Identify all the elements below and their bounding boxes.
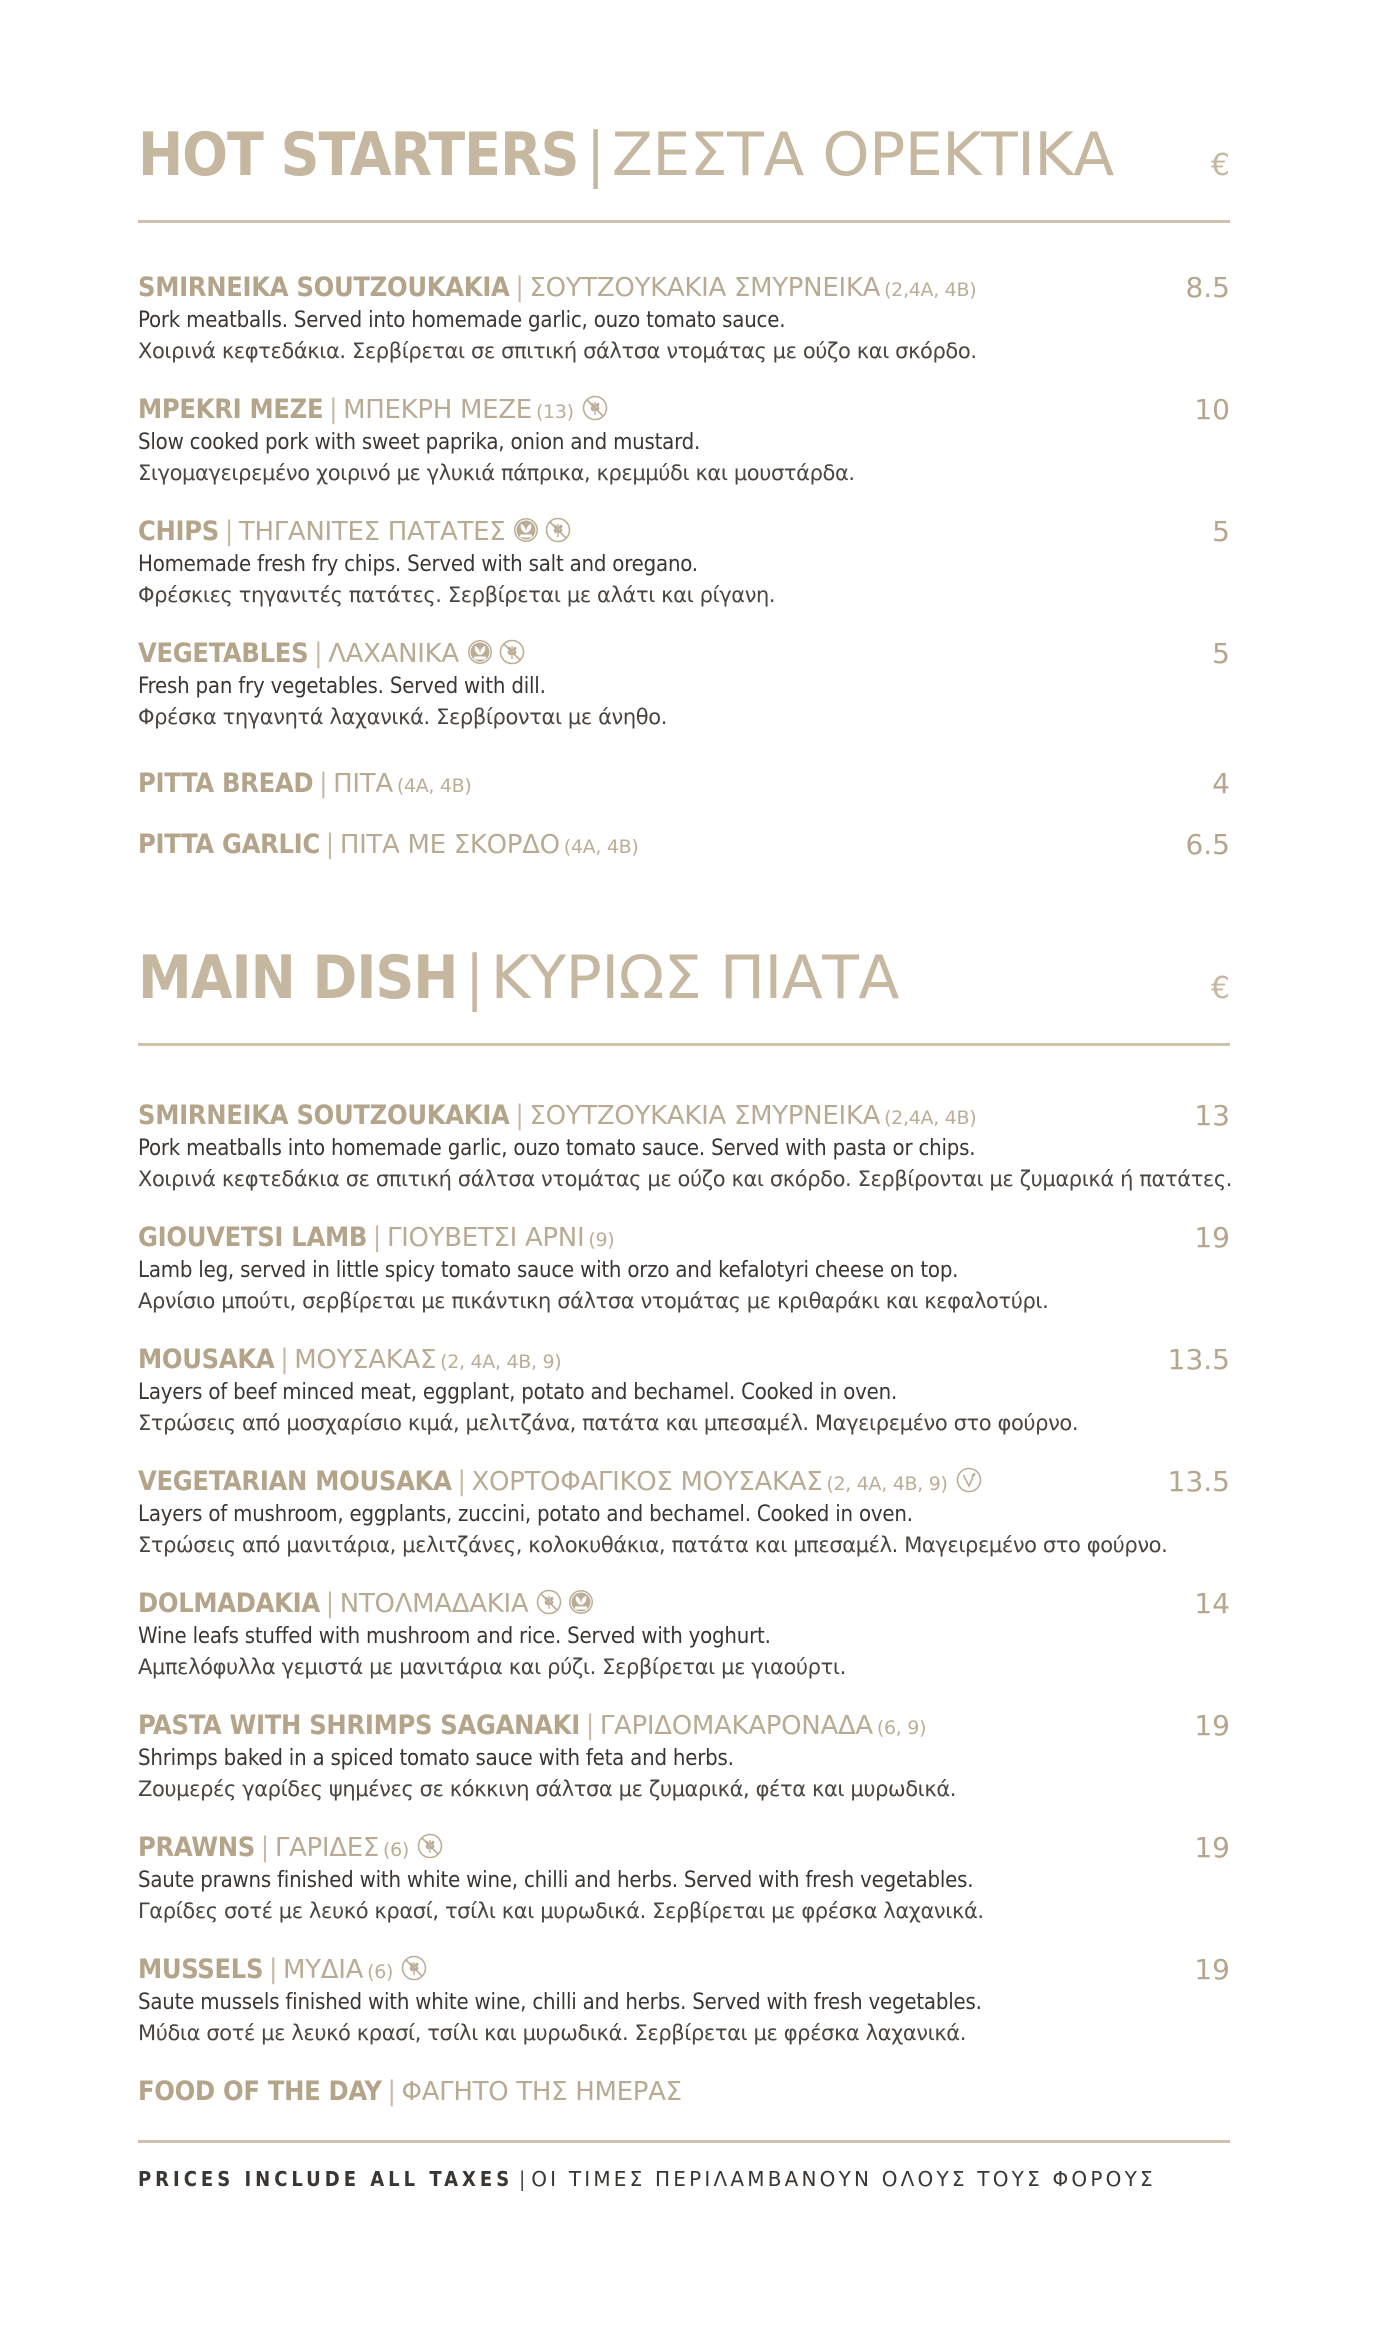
item-description-gr: Ζουμερές γαρίδες ψημένες σε κόκκινη σάλτσα με ζυμαρικά, φέτα και μυρωδικά. [138,1777,957,1801]
item-price: 8.5 [1185,271,1230,304]
vegan-icon [467,639,493,665]
item-description-en: Pork meatballs. Served into homemade garlic, ouzo tomato sauce. [138,308,786,333]
allergen-codes: (2,4A, 4B) [884,1107,977,1129]
item-name-en: MOUSAKA [138,1344,275,1375]
dietary-icons [417,1833,443,1859]
menu-item-pitta-bread [138,766,1230,802]
item-title [138,1954,427,1985]
dietary-icons [401,1955,427,1981]
item-title [138,2076,682,2107]
item-name-gr: ΧΟΡΤΟΦΑΓΙΚΟΣ ΜΟΥΣΑΚΑΣ [471,1467,823,1497]
item-description-gr: Αρνίσιο μπούτι, σερβίρεται με πικάντικη σάλτσα ντομάτας με κριθαράκι και κεφαλοτύρι. [138,1289,1049,1313]
item-price: 14 [1194,1587,1230,1620]
item-name-en: MUSSELS [138,1954,264,1985]
item-name-en: VEGETABLES [138,638,309,669]
item-name-gr: ΝΤΟΛΜΑΔΑΚΙΑ [339,1589,529,1619]
item-name-en: GIOUVETSI LAMB [138,1222,368,1253]
item-name-en: VEGETARIAN MOUSAKA [138,1466,452,1497]
item-name-gr: ΜΥΔΙΑ [283,1955,364,1985]
item-description-en: Layers of mushroom, eggplants, zuccini, potato and bechamel. Cooked in oven. [138,1502,913,1527]
separator: | [586,120,604,190]
gluten-free-icon [401,1955,427,1981]
separator: | [260,1832,269,1863]
dietary-icons [536,1589,594,1615]
item-description-gr: Γαρίδες σοτέ με λευκό κρασί, τσίλι και μυρωδικά. Σερβίρεται με φρέσκα λαχανικά. [138,1899,984,1923]
separator: | [325,1588,334,1619]
item-price: 5 [1212,637,1230,670]
separator: | [325,829,334,860]
item-header [138,1708,1230,1744]
vegetarian-icon [956,1467,982,1493]
item-header [138,1464,1230,1500]
footer-text-en: PRICES INCLUDE ALL TAXES [138,2167,514,2191]
menu-item-mussels [138,1952,1230,2048]
item-description-gr: Σιγομαγειρεμένο χοιρινό με γλυκιά πάπρικα, κρεμμύδι και μουστάρδα. [138,461,855,485]
item-description-en: Saute prawns finished with white wine, chilli and herbs. Served with fresh vegetables. [138,1868,974,1893]
menu-item-pasta-with-shrimps-saganaki [138,1708,1230,1804]
item-description-gr: Χοιρινά κεφτεδάκια. Σερβίρεται σε σπιτική σάλτσα ντομάτας με ούζο και σκόρδο. [138,339,977,363]
item-header [138,1586,1230,1622]
item-header [138,392,1230,428]
item-header [138,1098,1230,1134]
gluten-free-icon [417,1833,443,1859]
allergen-codes: (2,4A, 4B) [884,279,977,301]
item-description-en: Fresh pan fry vegetables. Served with dill. [138,674,546,699]
item-price: 10 [1194,393,1230,426]
separator: | [319,768,328,799]
item-description-en: Shrimps baked in a spiced tomato sauce with feta and herbs. [138,1746,734,1771]
menu-item-smirneika-soutzoukakia [138,270,1230,366]
divider [138,1043,1230,1046]
allergen-codes: (2, 4A, 4B, 9) [826,1473,948,1495]
separator: | [280,1344,289,1375]
item-name-en: CHIPS [138,516,219,547]
item-name-gr: ΓΑΡΙΔΕΣ [274,1833,379,1863]
currency-symbol: € [1210,148,1230,183]
item-name-gr: ΣΟΥΤΖΟΥΚΑΚΙΑ ΣΜΥΡΝΕΙΚΑ [529,273,881,303]
item-price: 19 [1194,1953,1230,1986]
item-name-gr: ΣΟΥΤΖΟΥΚΑΚΙΑ ΣΜΥΡΝΕΙΚΑ [529,1101,881,1131]
menu-item-prawns [138,1830,1230,1926]
separator: | [224,516,233,547]
item-description-gr: Στρώσεις από μανιτάρια, μελιτζάνες, κολοκυθάκια, πατάτα και μπεσαμέλ. Μαγειρεμένο στο φούρνο. [138,1533,1168,1557]
section-title-en: MAIN DISH [138,943,458,1013]
item-title [138,272,976,303]
vegan-icon [513,517,539,543]
item-description-en: Layers of beef minced meat, eggplant, potato and bechamel. Cooked in oven. [138,1380,898,1405]
item-title [138,1832,443,1863]
menu-item-smirneika-soutzoukakia [138,1098,1233,1194]
allergen-codes: (6) [382,1839,409,1861]
item-title [138,1344,561,1375]
item-price: 19 [1194,1221,1230,1254]
item-name-en: FOOD OF THE DAY [138,2076,382,2107]
item-header [138,270,1230,306]
item-description-gr: Μύδια σοτέ με λευκό κρασί, τσίλι και μυρωδικά. Σερβίρεται με φρέσκα λαχανικά. [138,2021,967,2045]
menu-item-mousaka [138,1342,1230,1438]
item-description-gr: Φρέσκα τηγανητά λαχανικά. Σερβίρονται με άνηθο. [138,705,667,729]
dietary-icons [956,1467,982,1493]
gluten-free-icon [545,517,571,543]
allergen-codes: (13) [535,401,574,423]
item-name-gr: ΛΑΧΑΝΙΚΑ [328,639,459,669]
item-title [138,638,525,669]
item-price: 19 [1194,1709,1230,1742]
item-description-gr: Φρέσκιες τηγανιτές πατάτες. Σερβίρεται με αλάτι και ρίγανη. [138,583,776,607]
section-title [138,120,1114,190]
item-name-en: PITTA GARLIC [138,829,320,860]
separator: | [329,394,338,425]
gluten-free-icon [499,639,525,665]
menu-item-pitta-garlic [138,827,1230,863]
item-description-en: Lamb leg, served in little spicy tomato sauce with orzo and kefalotyri cheese on top. [138,1258,959,1283]
item-price: 13.5 [1167,1465,1230,1498]
separator: | [519,2167,526,2191]
item-name-gr: ΓΑΡΙΔΟΜΑΚΑΡΟΝΑΔΑ [599,1711,873,1741]
item-title [138,1588,594,1619]
item-price: 5 [1212,515,1230,548]
allergen-codes: (4A, 4B) [563,836,639,858]
item-title [138,829,638,860]
item-header [138,766,1230,802]
item-title [138,1100,976,1131]
footer-text-gr: ΟΙ ΤΙΜΕΣ ΠΕΡΙΛΑΜΒΑΝΟΥΝ ΟΛΟΥΣ ΤΟΥΣ ΦΟΡΟΥΣ [531,2167,1156,2191]
item-price: 19 [1194,1831,1230,1864]
allergen-codes: (6) [367,1961,394,1983]
gluten-free-icon [536,1589,562,1615]
separator: | [465,943,483,1013]
item-header [138,2074,1230,2110]
item-title [138,516,571,547]
menu-item-vegetables [138,636,1230,732]
item-description-en: Wine leafs stuffed with mushroom and rice. Served with yoghurt. [138,1624,771,1649]
dietary-icons [467,639,525,665]
allergen-codes: (9) [588,1229,615,1251]
item-title [138,394,608,425]
item-description-en: Homemade fresh fry chips. Served with salt and oregano. [138,552,698,577]
item-name-gr: ΜΠΕΚΡΗ ΜΕΖΕ [343,395,532,425]
item-name-gr: ΠΙΤΑ ΜΕ ΣΚΟΡΔΟ [339,830,560,860]
section-title [138,943,899,1013]
separator: | [387,2076,396,2107]
item-name-gr: ΓΙΟΥΒΕΤΣΙ ΑΡΝΙ [386,1223,585,1253]
gluten-free-icon [582,395,608,421]
item-header [138,1830,1230,1866]
item-name-en: SMIRNEIKA SOUTZOUKAKIA [138,272,510,303]
item-title [138,1466,982,1497]
item-description-gr: Χοιρινά κεφτεδάκια σε σπιτική σάλτσα ντομάτας με ούζο και σκόρδο. Σερβίρονται με ζυμαρικά ή πατάτες. [138,1167,1233,1191]
divider [138,220,1230,223]
separator: | [457,1466,466,1497]
item-header [138,1342,1230,1378]
item-header [138,636,1230,672]
dietary-icons [582,395,608,421]
item-price: 6.5 [1185,828,1230,861]
separator: | [515,1100,524,1131]
menu-item-vegetarian-mousaka [138,1464,1230,1560]
item-title [138,768,472,799]
separator: | [269,1954,278,1985]
dietary-icons [513,517,571,543]
item-name-en: MPEKRI MEZE [138,394,324,425]
allergen-codes: (4A, 4B) [396,775,472,797]
menu-item-food-of-the-day [138,2074,1230,2110]
item-description-gr: Στρώσεις από μοσχαρίσιο κιμά, μελιτζάνα, πατάτα και μπεσαμέλ. Μαγειρεμένο στο φούρνο. [138,1411,1079,1435]
item-name-gr: ΠΙΤΑ [333,769,393,799]
item-header [138,1952,1230,1988]
allergen-codes: (6, 9) [876,1717,927,1739]
item-price: 13.5 [1167,1343,1230,1376]
item-price: 13 [1194,1099,1230,1132]
item-name-en: DOLMADAKIA [138,1588,320,1619]
menu-item-giouvetsi-lamb [138,1220,1230,1316]
item-description-en: Pork meatballs into homemade garlic, ouzo tomato sauce. Served with pasta or chips. [138,1136,976,1161]
section-title-gr: ΖΕΣΤΑ ΟΡΕΚΤΙΚΑ [611,120,1114,190]
item-name-en: PRAWNS [138,1832,255,1863]
item-price: 4 [1212,767,1230,800]
currency-symbol: € [1210,971,1230,1006]
item-description-gr: Αμπελόφυλλα γεμιστά με μανιτάρια και ρύζι. Σερβίρεται με γιαούρτι. [138,1655,846,1679]
allergen-codes: (2, 4A, 4B, 9) [440,1351,562,1373]
separator: | [314,638,323,669]
footer-divider [138,2140,1230,2143]
section-header-main-dish [138,918,1230,1013]
separator: | [515,272,524,303]
item-title [138,1222,614,1253]
section-title-gr: ΚΥΡΙΩΣ ΠΙΑΤΑ [490,943,899,1013]
item-header [138,514,1230,550]
section-title-en: HOT STARTERS [138,120,579,190]
menu-item-mpekri-meze [138,392,1230,488]
item-name-en: PITTA BREAD [138,768,314,799]
vegan-icon [568,1589,594,1615]
item-name-gr: ΜΟΥΣΑΚΑΣ [294,1345,437,1375]
separator: | [373,1222,381,1253]
item-title [138,1710,926,1741]
item-name-en: SMIRNEIKA SOUTZOUKAKIA [138,1100,510,1131]
item-header [138,827,1230,863]
item-description-en: Slow cooked pork with sweet paprika, onion and mustard. [138,430,701,455]
separator: | [585,1710,594,1741]
item-description-en: Saute mussels finished with white wine, chilli and herbs. Served with fresh vegetables. [138,1990,982,2015]
item-header [138,1220,1230,1256]
footer-note [138,2167,1230,2191]
section-header-hot-starters [138,95,1230,190]
item-name-en: PASTA WITH SHRIMPS SAGANAKI [138,1710,580,1741]
item-name-gr: ΤΗΓΑΝΙΤΕΣ ΠΑΤΑΤΕΣ [238,517,506,547]
item-name-gr: ΦΑΓΗΤΟ ΤΗΣ ΗΜΕΡΑΣ [401,2077,682,2107]
menu-item-chips [138,514,1230,610]
menu-item-dolmadakia [138,1586,1230,1682]
